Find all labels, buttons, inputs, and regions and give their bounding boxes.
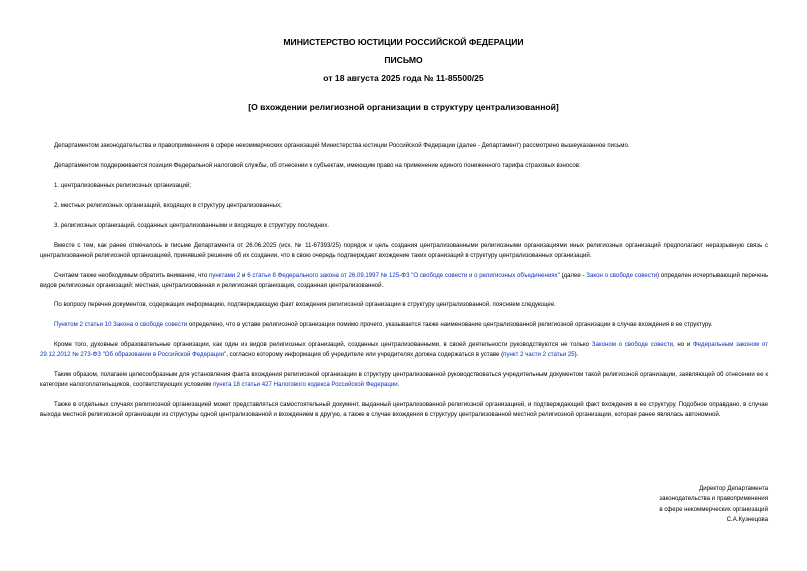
text: , согласно которому информация об учредителе или учредителях должна содержаться в уставе (	[226, 351, 504, 359]
paragraph-previous-letter: Вместе с тем, как ранее отмечалось в письме Департамента от 26.06.2025 (исх. № 11-67393/25) порядок и цель создания централизованными религиозными организациями иных религиозных организаций предполагают неразрывную связь с централизованной религиозной организацией, принявшей решение об их создании, что в свою очередь подтверждает вхождение таких организаций в структуру централизованных организаций.	[40, 241, 768, 259]
signature-block	[659, 484, 768, 526]
document-body	[40, 141, 768, 430]
ministry-heading: МИНИСТЕРСТВО ЮСТИЦИИ РОССИЙСКОЙ ФЕДЕРАЦИИ	[283, 37, 524, 47]
link-zakon-svoboda-sovesti[interactable]: Закон о свободе совести	[586, 271, 658, 279]
signature-title: Директор Департамента	[699, 485, 768, 492]
list-item: 2. местных религиозных организаций, входящих в структуру централизованных;	[54, 201, 282, 209]
text: Кроме того, духовные образовательные организации, как один из видов религиозных организаций, созданных централизованными, в своей деятельности руководствуются не только	[54, 341, 592, 349]
document-subject: [О вхождении религиозной организации в структуру централизованной]	[248, 102, 559, 112]
link-punkt-2[interactable]: пунктами 2	[209, 271, 241, 279]
text: , но и	[673, 341, 693, 349]
document-type: ПИСЬМО	[384, 55, 423, 65]
paragraph-position: Департаментом поддерживается позиция Федеральной налоговой службы, об отнесении к субъектам, имеющим право на применение единого пониженного тарифа страховых взносов:	[54, 161, 581, 169]
signature-sphere: в сфере некоммерческих организаций	[659, 505, 768, 513]
paragraph-types	[40, 271, 768, 291]
paragraph-documents: По вопросу перечня документов, содержащих информацию, подтверждающую факт вхождения религиозной организации в структуру централизованной, поясняем следующее.	[54, 301, 556, 309]
list-item: 1. централизованных религиозных организаций;	[54, 181, 191, 189]
link-punkt-18-statya-427[interactable]: пункта 18 статьи 427	[212, 381, 272, 389]
text: Таким образом, полагаем целесообразным для установления факта вхождения религиозной организации в структуру централизованной руководствоваться учредительным документом такой религиозной организации, заявляющей об отнесении ее к категории налогоплательщиков, соответствующих условиям	[40, 371, 768, 389]
text: ).	[574, 351, 579, 359]
date-number: от 18 августа 2025 года № 11-85500/25	[323, 73, 484, 83]
text: Считаем также необходимым обратить внимание, что	[54, 271, 210, 279]
paragraph-education	[40, 340, 768, 360]
signature-name: С.А.Кузнецова	[726, 516, 768, 524]
link-punkt-2-chasti-2-statya-25[interactable]: пункт 2 части 2 статьи 25	[503, 351, 575, 359]
text: (далее -	[559, 271, 587, 279]
link-punkt-2-statya-10[interactable]: Пунктом 2 статьи 10	[54, 321, 112, 329]
paragraph-ustav	[40, 320, 768, 330]
link-tax-code[interactable]: Налогового кодекса Российской Федерации	[273, 381, 398, 389]
link-zakon-svoboda-sovesti[interactable]: Закона о свободе совести	[113, 321, 188, 329]
link-federal-law-273[interactable]: Федеральным законом от 29.12.2012 № 273-ФЗ "Об образовании в Российской Федерации"	[40, 341, 768, 359]
signature-department: законодательства и правоприменения	[659, 495, 768, 503]
link-statya-8[interactable]: 6 статьи 8	[247, 271, 276, 279]
text: и	[240, 271, 248, 279]
link-zakon-svoboda-sovesti[interactable]: Законом о свободе совести	[591, 341, 674, 349]
text: определено, что в уставе религиозной организации помимо прочего, указывается также наименование централизованной религиозной организации в случае вхождения в ее структуру.	[187, 321, 713, 329]
text: .	[397, 381, 400, 389]
text: ) определен исчерпывающий перечень видов религиозных организаций: местная, централизованная и религиозная организация, созданная централизованной.	[40, 271, 768, 289]
paragraph-separate-document: Также в отдельных случаях религиозной организацией может представляться самостоятельный документ, выданный централизованной религиозной организацией, и подтверждающий факт вхождения в ее структуру. Подобное оправдано, в случае выхода местной религиозной организации из структуры одной централизованной и вхождением в другую, а также в случае вхождения в структуру централизованной местной религиозной организации, которая ранее являлась автономной.	[40, 401, 768, 418]
paragraph-intro: Департаментом законодательства и правоприменения в сфере некоммерческих организаций Министерства юстиции Российской Федерации (далее - Департамент) рассмотрено вышеуказанное письмо.	[54, 142, 630, 149]
link-federal-law-125[interactable]: Федерального закона от 26.09.1997 № 125-ФЗ "О свободе совести и о религиозных объединениях"	[277, 271, 560, 279]
list-item: 3. религиозных организаций, созданных централизованными и входящих в структуру последних.	[54, 221, 330, 229]
paragraph-conclusion	[40, 370, 768, 390]
